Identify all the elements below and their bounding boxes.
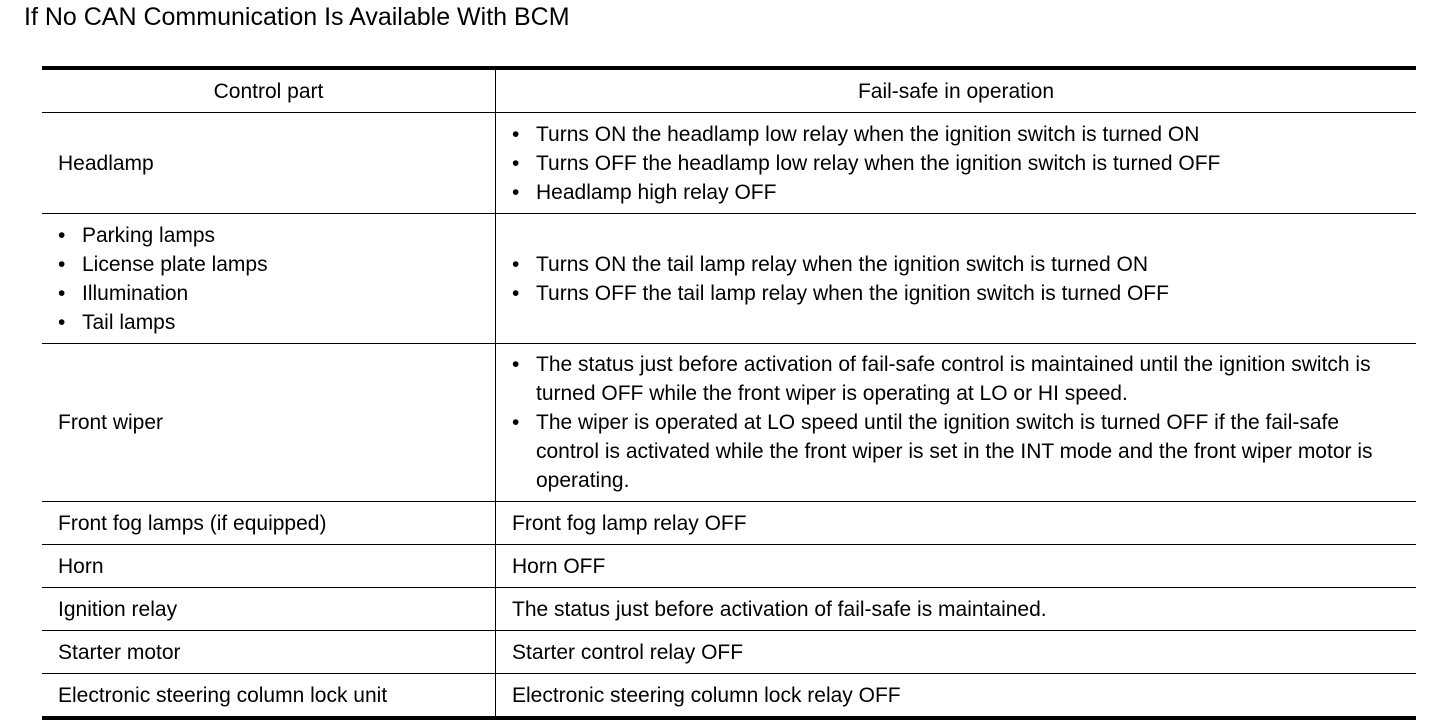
list-item: • Illumination — [58, 279, 495, 308]
fail-safe-list — [512, 250, 1406, 308]
control-part-cell: Electronic steering column lock unit — [42, 674, 496, 719]
list-item: • Parking lamps — [58, 221, 495, 250]
table-row — [42, 674, 1416, 719]
page-title: If No CAN Communication Is Available With BCM — [24, 3, 570, 31]
list-item: • The status just before activation of fail-safe control is maintained until the ignition switch is turned OFF while the front wiper is operating at LO or HI speed. — [512, 350, 1406, 408]
fail-safe-cell: Horn OFF — [496, 545, 1417, 588]
list-item: • The wiper is operated at LO speed until the ignition switch is turned OFF if the fail-safe control is activated while the front wiper is set in the INT mode and the front wiper motor is operating. — [512, 408, 1406, 495]
table-row — [42, 502, 1416, 545]
fail-safe-table — [42, 66, 1416, 720]
control-part-list — [58, 221, 495, 337]
column-header-fail-safe: Fail-safe in operation — [496, 68, 1417, 113]
control-part-cell: Ignition relay — [42, 588, 496, 631]
control-part-cell: Headlamp — [42, 113, 496, 214]
table-row — [42, 545, 1416, 588]
list-item: • Turns ON the headlamp low relay when the ignition switch is turned ON — [512, 120, 1406, 149]
list-item: • Turns ON the tail lamp relay when the ignition switch is turned ON — [512, 250, 1406, 279]
table-row — [42, 588, 1416, 631]
fail-safe-cell — [496, 113, 1417, 214]
fail-safe-cell: Front fog lamp relay OFF — [496, 502, 1417, 545]
fail-safe-list — [512, 120, 1406, 207]
fail-safe-cell — [496, 344, 1417, 502]
fail-safe-list — [512, 350, 1406, 495]
control-part-cell: Starter motor — [42, 631, 496, 674]
control-part-cell — [42, 214, 496, 344]
list-item: • Turns OFF the headlamp low relay when the ignition switch is turned OFF — [512, 149, 1406, 178]
table-header-row — [42, 68, 1416, 113]
control-part-cell: Horn — [42, 545, 496, 588]
fail-safe-cell — [496, 214, 1417, 344]
list-item: • Tail lamps — [58, 308, 495, 337]
fail-safe-cell: Starter control relay OFF — [496, 631, 1417, 674]
list-item: • Turns OFF the tail lamp relay when the ignition switch is turned OFF — [512, 279, 1406, 308]
list-item: • License plate lamps — [58, 250, 495, 279]
table-row — [42, 344, 1416, 502]
fail-safe-cell: The status just before activation of fail-safe is maintained. — [496, 588, 1417, 631]
control-part-cell: Front wiper — [42, 344, 496, 502]
list-item: • Headlamp high relay OFF — [512, 178, 1406, 207]
fail-safe-cell: Electronic steering column lock relay OFF — [496, 674, 1417, 719]
control-part-cell: Front fog lamps (if equipped) — [42, 502, 496, 545]
column-header-control-part: Control part — [42, 68, 496, 113]
table-row — [42, 631, 1416, 674]
table-row — [42, 113, 1416, 214]
table-row — [42, 214, 1416, 344]
